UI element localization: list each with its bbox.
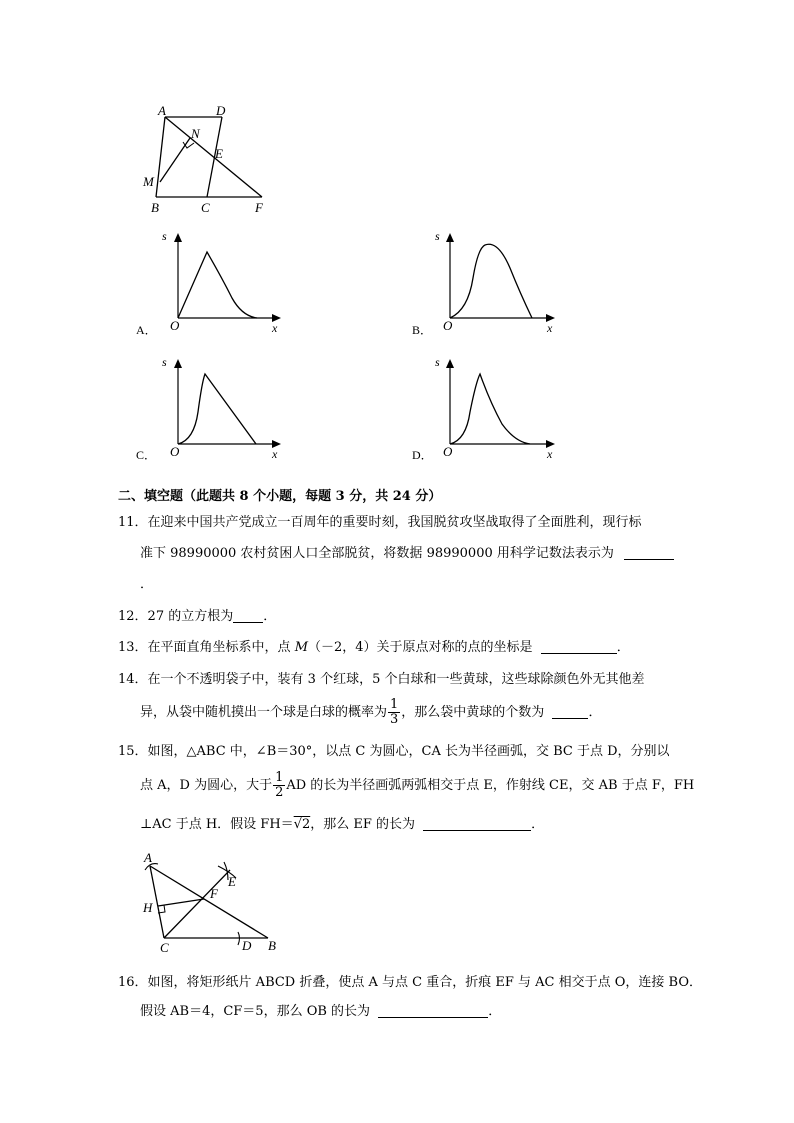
question-number: 13． — [118, 640, 148, 655]
top-geometry-figure — [138, 100, 278, 218]
label-B: B — [151, 200, 159, 215]
graph-option-a — [132, 228, 292, 338]
question-number: 15． — [118, 744, 148, 759]
question-number: 14． — [118, 672, 148, 687]
label-D: D — [242, 938, 252, 953]
question-15-line2: 点 A，D 为圆心，大于 $\frac{1}{2}$ AD 的长为半径画弧两弧相交于点 E，作射线 CE，交 AB 于点 F，FH — [140, 770, 695, 800]
option-label-a: A． — [136, 323, 157, 337]
label-E: E — [215, 146, 223, 161]
x-axis-label: x — [547, 321, 553, 335]
sqrt-two: √2 — [293, 817, 311, 832]
label-C: C — [160, 940, 169, 955]
y-axis-label: s — [435, 355, 440, 369]
x-axis-label: x — [547, 447, 553, 461]
question-16-line2: 假设 AB＝4，CF＝5，那么 OB 的长为 ． — [140, 1004, 502, 1019]
graph-option-c — [132, 352, 292, 464]
label-A: A — [158, 103, 166, 118]
option-label-c: C． — [136, 448, 157, 462]
question-number: 16． — [118, 975, 148, 990]
answer-blank[interactable] — [552, 704, 588, 719]
label-C: C — [201, 200, 210, 215]
answer-blank[interactable] — [378, 1003, 488, 1018]
label-A: A — [144, 850, 152, 865]
question-15: 15．如图，△ABC 中，∠B＝30°，以点 C 为圆心，CA 长为半径画弧，交 BC 于点 D，分别以 — [118, 744, 670, 759]
answer-blank[interactable] — [541, 639, 617, 654]
graph-option-d — [410, 352, 570, 464]
question-14-line2: 异，从袋中随机摸出一个球是白球的概率为 $\frac{1}{3}$ ，那么袋中黄球的个数为 ． — [140, 697, 602, 727]
graph-option-b — [410, 228, 570, 338]
label-F: F — [255, 200, 263, 215]
label-N: N — [191, 126, 200, 141]
option-label-d: D． — [412, 448, 433, 462]
label-H: H — [143, 900, 153, 915]
origin-label: O — [443, 444, 453, 459]
origin-label: O — [170, 318, 180, 333]
question-14: 14．在一个不透明袋子中，装有 3 个红球，5 个白球和一些黄球，这些球除颜色外无其他差 — [118, 672, 645, 687]
label-F: F — [210, 886, 218, 901]
fraction-one-third: $\frac{1}{3}$ — [390, 697, 399, 727]
question-11-line2: 准下 98990000 农村贫困人口全部脱贫，将数据 98990000 用科学记数法表示为 — [140, 545, 674, 563]
question-15-line3: ⊥AC 于点 H．假设 FH＝√2，那么 EF 的长为 ． — [140, 817, 545, 832]
question-11: 11．在迎来中国共产党成立一百周年的重要时刻，我国脱贫攻坚战取得了全面胜利，现行标 — [118, 515, 642, 530]
x-axis-label: x — [272, 321, 278, 335]
origin-label: O — [443, 318, 453, 333]
y-axis-label: s — [162, 355, 167, 369]
label-D: D — [216, 103, 226, 118]
question-15-figure — [138, 848, 288, 956]
option-label-b: B． — [412, 323, 433, 337]
label-E: E — [228, 874, 236, 889]
label-B: B — [268, 938, 276, 953]
question-number: 11． — [118, 515, 148, 530]
question-number: 12． — [118, 609, 148, 624]
section-title: 二、填空题（此题共 8 个小题，每题 3 分，共 24 分） — [118, 489, 442, 504]
fraction-one-half: $\frac{1}{2}$ — [275, 770, 284, 800]
y-axis-label: s — [435, 229, 440, 243]
origin-label: O — [170, 444, 180, 459]
label-M: M — [143, 174, 154, 189]
question-11-line3: ． — [140, 577, 154, 592]
y-axis-label: s — [162, 229, 167, 243]
x-axis-label: x — [272, 447, 278, 461]
question-16: 16．如图，将矩形纸片 ABCD 折叠，使点 A 与点 C 重合，折痕 EF 与 AC 相交于点 O，连接 BO． — [118, 975, 702, 990]
question-12: 12．27 的立方根为 ． — [118, 609, 277, 624]
answer-blank[interactable] — [624, 545, 674, 560]
question-13: 13．在平面直角坐标系中，点 M（－2，4）关于原点对称的点的坐标是 ． — [118, 640, 630, 655]
answer-blank[interactable] — [233, 608, 263, 623]
answer-blank[interactable] — [423, 816, 531, 831]
